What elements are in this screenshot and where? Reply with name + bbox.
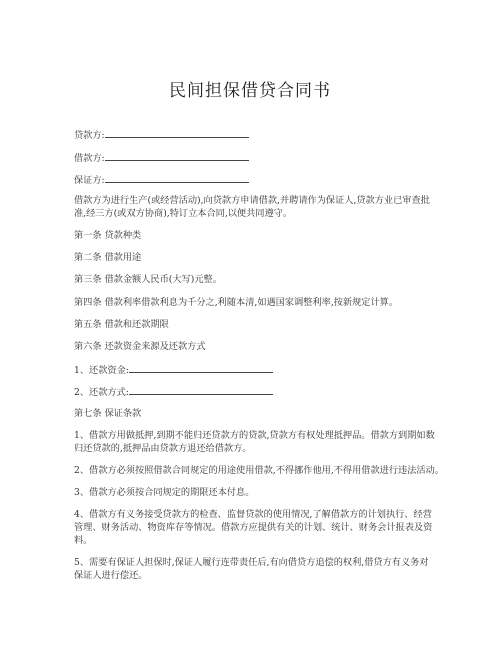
repayment-source-label: 1、还款资金: xyxy=(74,365,129,376)
article-2: 第二条 借款用途 xyxy=(74,252,142,263)
repayment-method-blank[interactable] xyxy=(129,385,273,395)
article-3: 第三条 借款金额人民币(大写)元整。 xyxy=(74,274,222,285)
article-1: 第一条 贷款种类 xyxy=(74,230,142,241)
party-guarantor-line xyxy=(74,173,249,187)
party-guarantor-label: 保证方: xyxy=(74,175,105,186)
clause-1-line-1: 1、借款方用做抵押,到期不能归还贷款方的贷款,贷款方有权处理抵押品。借款方到期如数 xyxy=(74,430,435,441)
clause-3-line-1: 3、借款方必须按合同规定的期限还本付息。 xyxy=(74,487,255,498)
repayment-method-label: 2、还款方式: xyxy=(74,387,129,398)
clause-5-line-1: 5、需要有保证人担保时,保证人履行连带责任后,有向借贷方追偿的权利,借贷方有义务对 xyxy=(74,557,429,568)
party-guarantor-blank[interactable] xyxy=(105,173,249,183)
party-lender-label: 贷款方: xyxy=(74,130,105,141)
intro-line-2: 准,经三方(或双方协商),特订立本合同,以便共同遵守。 xyxy=(74,208,293,219)
party-borrower-blank[interactable] xyxy=(105,151,249,161)
article-4: 第四条 借款利率借款利息为千分之,利随本清,如遇国家调整利率,按新规定计算。 xyxy=(74,297,399,308)
party-borrower-line xyxy=(74,151,249,165)
repayment-source-blank[interactable] xyxy=(129,363,273,373)
repayment-method-line xyxy=(74,385,273,399)
clause-4-line-3: 料。 xyxy=(74,535,93,546)
article-7: 第七条 保证条款 xyxy=(74,408,142,419)
party-lender-blank[interactable] xyxy=(105,128,249,138)
clause-4-line-1: 4、借款方有义务接受贷款方的检查、监督贷款的使用情况,了解借款方的计划执行、经营 xyxy=(74,509,432,520)
document-title: 民间担保借贷合同书 xyxy=(169,81,331,101)
clause-2-line-1: 2、借款方必须按照借款合同规定的用途使用借款,不得挪作他用,不得用借款进行违法活动。 xyxy=(74,465,444,476)
repayment-source-line xyxy=(74,363,273,377)
article-6: 第六条 还款资金来源及还款方式 xyxy=(74,341,206,352)
clause-1-line-2: 归还贷款的,抵押品由贷款方退还给借款方。 xyxy=(74,443,252,454)
clause-4-line-2: 管理、财务活动、物资库存等情况。借款方应提供有关的计划、统计、财务会计报表及资 xyxy=(74,522,433,533)
party-borrower-label: 借款方: xyxy=(74,153,105,164)
party-lender-line xyxy=(74,128,249,142)
article-5: 第五条 借款和还款期限 xyxy=(74,319,169,330)
intro-line-1: 借款方为进行生产(或经营活动),向贷款方申请借款,并聘请作为保证人,贷款方业已审查批 xyxy=(74,195,430,206)
clause-5-line-2: 保证人进行偿还。 xyxy=(74,570,148,581)
